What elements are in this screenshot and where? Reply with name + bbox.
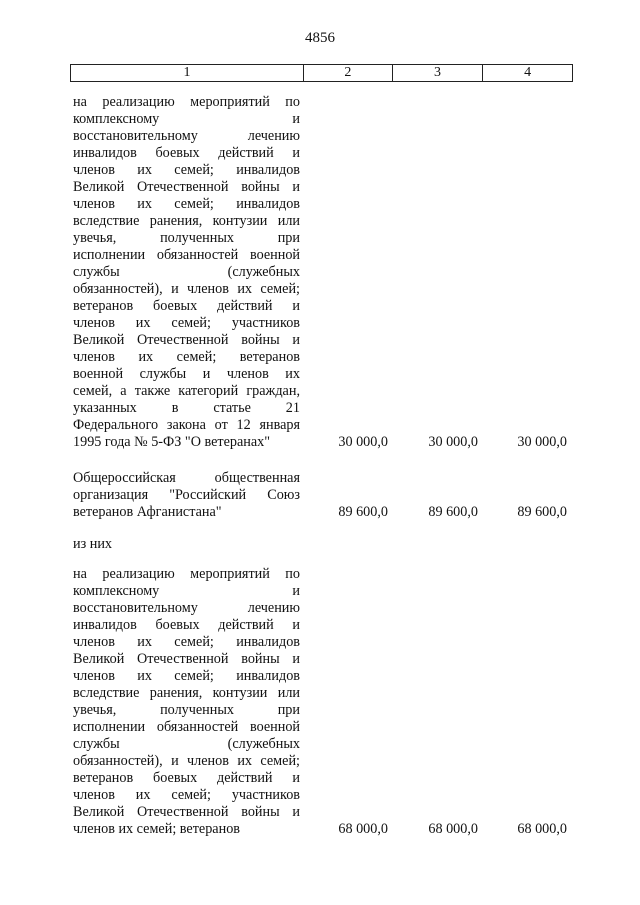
row-description-line: членов их семей; инвалидов xyxy=(73,634,300,650)
row-description-line: вследствие ранения, контузии или xyxy=(73,685,300,701)
row-description-line: комплексному и xyxy=(73,583,300,599)
row-description-line: Великой Отечественной войны и xyxy=(73,332,300,348)
row-value-col-2: 30 000,0 xyxy=(338,434,388,450)
row-description xyxy=(73,566,300,838)
row-description-line: восстановительному лечению xyxy=(73,600,300,616)
row-description-line: Великой Отечественной войны и xyxy=(73,651,300,667)
row-description-line: обязанностей), и членов их семей; xyxy=(73,753,300,769)
row-description-line: вследствие ранения, контузии или xyxy=(73,213,300,229)
row-description-line: инвалидов боевых действий и xyxy=(73,145,300,161)
row-description-line: Великой Отечественной войны и xyxy=(73,804,300,820)
row-description-line: членов их семей; инвалидов xyxy=(73,196,300,212)
row-description-line: из них xyxy=(73,536,113,552)
row-value-col-2: 68 000,0 xyxy=(338,821,388,837)
row-description xyxy=(73,94,300,451)
row-description-line: службы (служебных xyxy=(73,736,300,752)
row-value-col-4: 89 600,0 xyxy=(517,504,567,520)
row-description-line: организация "Российский Союз xyxy=(73,487,300,503)
row-description-line: увечья, полученных при xyxy=(73,702,300,718)
row-description-line: членов их семей; ветеранов xyxy=(73,821,240,837)
row-description-line: службы (служебных xyxy=(73,264,300,280)
row-description-line: восстановительному лечению xyxy=(73,128,300,144)
row-description-line: ветеранов Афганистана" xyxy=(73,504,222,520)
row-description-line: ветеранов боевых действий и xyxy=(73,770,300,786)
row-description-line: комплексному и xyxy=(73,111,300,127)
header-col-4: 4 xyxy=(524,65,532,80)
row-description-line: указанных в статье 21 xyxy=(73,400,300,416)
header-col-1: 1 xyxy=(71,65,304,81)
page-number: 4856 xyxy=(305,30,335,46)
row-value-col-3: 89 600,0 xyxy=(428,504,478,520)
row-description-line: ветеранов боевых действий и xyxy=(73,298,300,314)
row-description-line: исполнении обязанностей военной xyxy=(73,719,300,735)
row-description-line: членов их семей; участников xyxy=(73,787,300,803)
row-description-line: Великой Отечественной войны и xyxy=(73,179,300,195)
row-description-line: членов их семей; участников xyxy=(73,315,300,331)
header-col-2: 2 xyxy=(304,65,393,81)
row-value-col-4: 68 000,0 xyxy=(517,821,567,837)
row-description-line: Общероссийская общественная xyxy=(73,470,300,486)
row-description-line: обязанностей), и членов их семей; xyxy=(73,281,300,297)
row-description xyxy=(73,470,300,521)
row-description-line: членов их семей; инвалидов xyxy=(73,668,300,684)
header-col-3: 3 xyxy=(393,65,484,81)
row-description xyxy=(73,536,300,553)
row-description-line: увечья, полученных при xyxy=(73,230,300,246)
row-value-col-3: 30 000,0 xyxy=(428,434,478,450)
row-description-line: 1995 года № 5-ФЗ "О ветеранах" xyxy=(73,434,271,450)
row-description-line: членов их семей; инвалидов xyxy=(73,162,300,178)
row-value-col-4: 30 000,0 xyxy=(517,434,567,450)
row-description-line: членов их семей; ветеранов xyxy=(73,349,300,365)
table-header xyxy=(70,64,573,82)
row-description-line: Федерального закона от 12 января xyxy=(73,417,300,433)
row-description-line: семей, а также категорий граждан, xyxy=(73,383,300,399)
row-description-line: исполнении обязанностей военной xyxy=(73,247,300,263)
row-description-line: инвалидов боевых действий и xyxy=(73,617,300,633)
row-description-line: на реализацию мероприятий по xyxy=(73,94,300,110)
row-description-line: на реализацию мероприятий по xyxy=(73,566,300,582)
row-value-col-2: 89 600,0 xyxy=(338,504,388,520)
row-value-col-3: 68 000,0 xyxy=(428,821,478,837)
row-description-line: военной службы и членов их xyxy=(73,366,300,382)
